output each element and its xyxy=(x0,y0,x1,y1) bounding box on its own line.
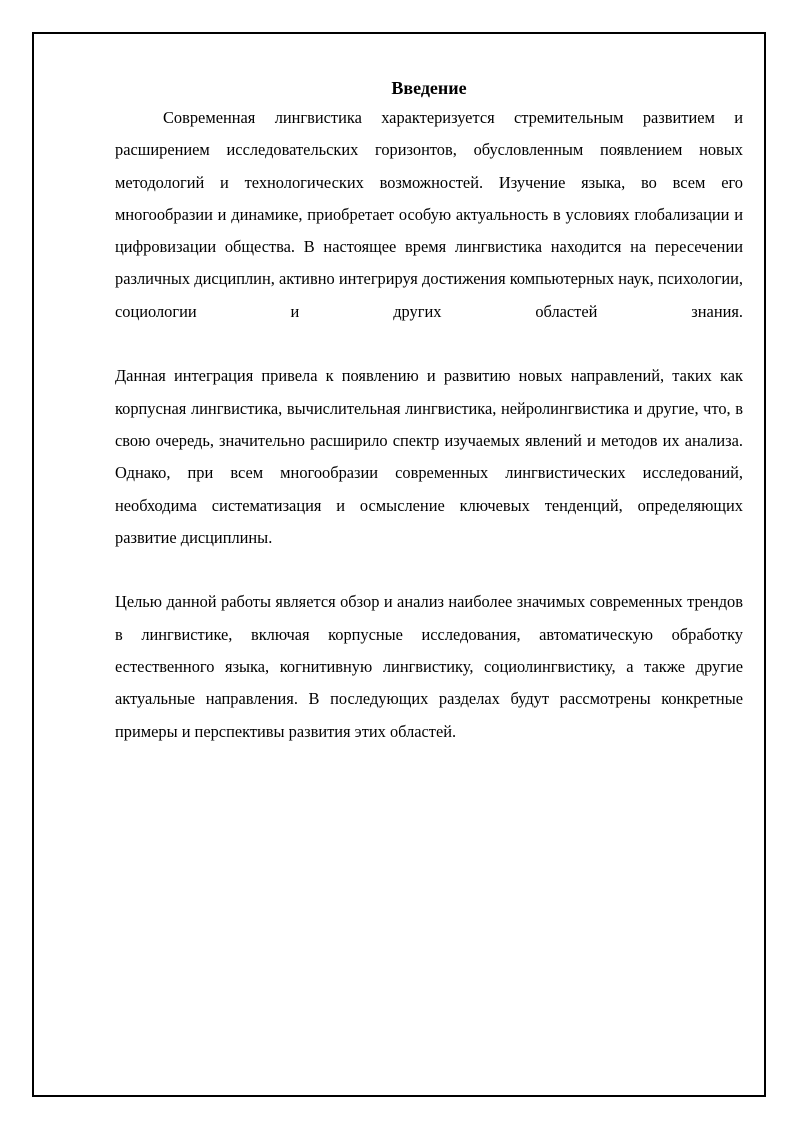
paragraph-goal: Целью данной работы является обзор и анализ наиболее значимых современных трендов в лингвистике, включая корпусные исследования, автоматическую обработку естественного языка, когнитивную лингвистику, социолингвистику, а также другие актуальные направления. В последующих разделах будут рассмотрены конкретные примеры и перспективы развития этих областей. xyxy=(115,592,743,741)
paragraph-gap xyxy=(115,554,743,586)
document-title: Введение xyxy=(391,78,467,98)
paragraph-integration: Данная интеграция привела к появлению и развитию новых направлений, таких как корпусная лингвистика, вычислительная лингвистика, нейролингвистика и другие, что, в свою очередь, значительно расширило спектр изучаемых явлений и методов их анализа. Однако, при всем многообразии современных лингвистических исследований, необходима систематизация и осмысление ключевых тенденций, определяющих развитие дисциплины. xyxy=(115,366,743,547)
paragraph-gap xyxy=(115,328,743,360)
paragraph-intro: Современная лингвистика характеризуется стремительным развитием и расширением исследовательских горизонтов, обусловленным появлением новых методологий и технологических возможностей. Изучение языка, во всем его многообразии и динамике, приобретает особую актуальность в условиях глобализации и цифровизации общества. В настоящее время лингвистика находится на пересечении различных дисциплин, активно интегрируя достижения компьютерных наук, психологии, социологии и других областей знания. xyxy=(115,108,743,321)
document-body xyxy=(115,74,743,748)
